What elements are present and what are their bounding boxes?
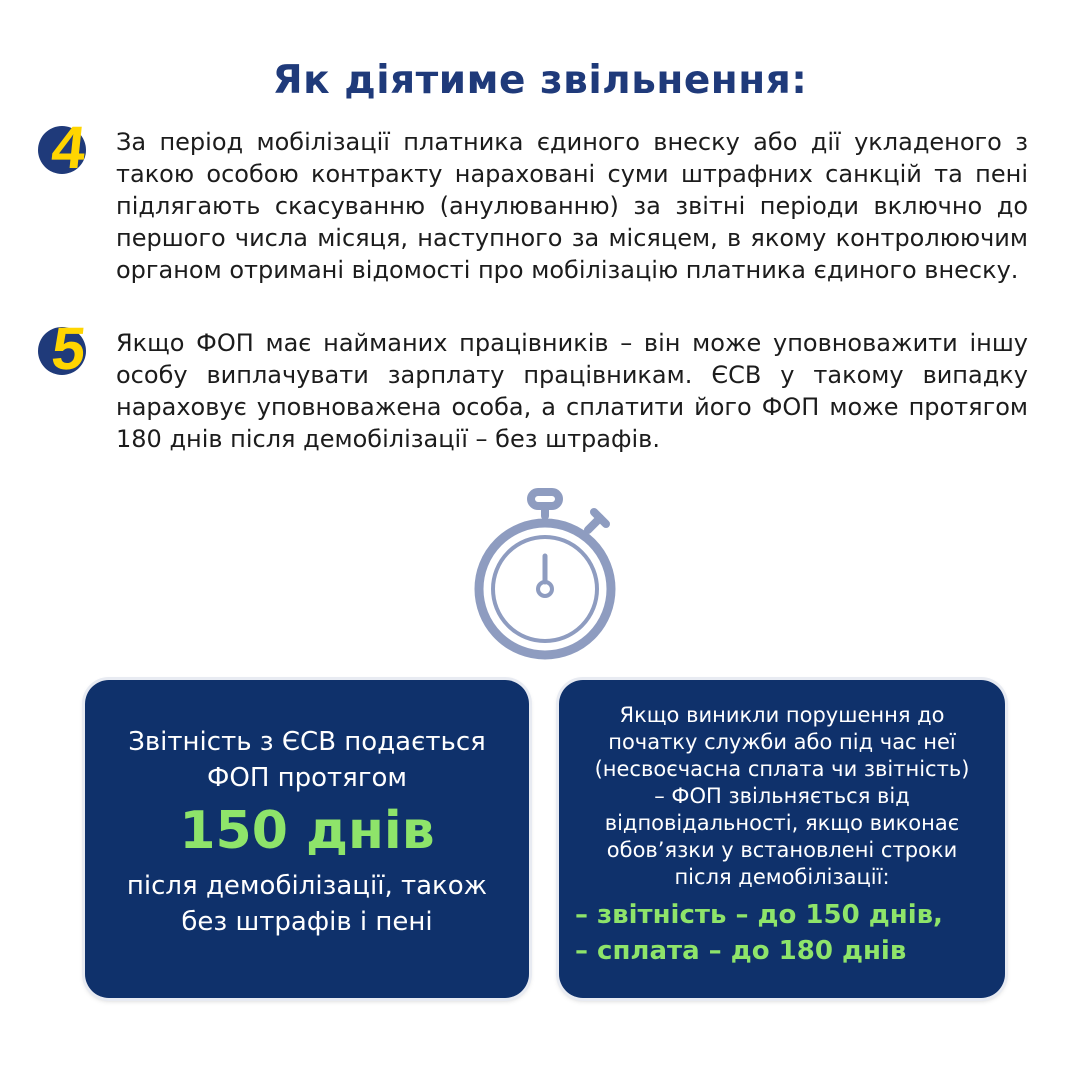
page-title: Як діятиме звільнення: [272, 58, 808, 103]
card-text: без штрафів і пені [181, 907, 433, 937]
number-badge-5 [38, 315, 98, 387]
card-text: початку служби або під час неї [608, 730, 956, 754]
card-text: – ФОП звільняється від [654, 784, 910, 808]
item-text: Якщо ФОП має найманих працівників – він може уповноважити іншу особу виплачувати зарплату працівникам. ЄСВ у такому випадку нараховує уповноважена особа, а сплатити його ФОП може протягом 180 днів після демобілізації – без штрафів. [116, 329, 1028, 453]
item-text: За період мобілізації платника єдиного внеску або дії укладеного з такою особою контракту нараховані суми штрафних санкцій та пені підлягають скасуванню (анулюванню) за звітні періоди включно до першого числа місяця, наступного за місяцем, в якому контролюючим органом отримані відомості про мобілізацію платника єдиного внеску. [116, 128, 1028, 284]
info-card-reporting [85, 680, 529, 998]
badge-number: 4 [48, 114, 89, 181]
list-item-4 [38, 114, 1028, 286]
card-text: Якщо виникли порушення до [619, 703, 945, 727]
info-card-violations [559, 680, 1005, 998]
card-text: після демобілізації, також [126, 871, 488, 901]
highlight-days: 150 днів [179, 801, 435, 861]
number-badge-4 [38, 114, 98, 186]
card-text: ФОП протягом [206, 763, 408, 793]
list-item-5 [38, 315, 1028, 455]
card-text: обов’язки у встановлені строки [606, 838, 958, 862]
badge-number: 5 [48, 315, 89, 382]
card-text: (несвоєчасна сплата чи звітність) [594, 757, 970, 781]
deadline-payment: – сплата – до 180 днів [575, 936, 907, 966]
card-text: відповідальності, якщо виконає [604, 811, 960, 835]
stopwatch-icon [472, 486, 622, 662]
card-text: Звітність з ЄСВ подається [128, 727, 486, 757]
card-text: після демобілізації: [674, 865, 890, 889]
deadline-reporting: – звітність – до 150 днів, [575, 900, 943, 930]
